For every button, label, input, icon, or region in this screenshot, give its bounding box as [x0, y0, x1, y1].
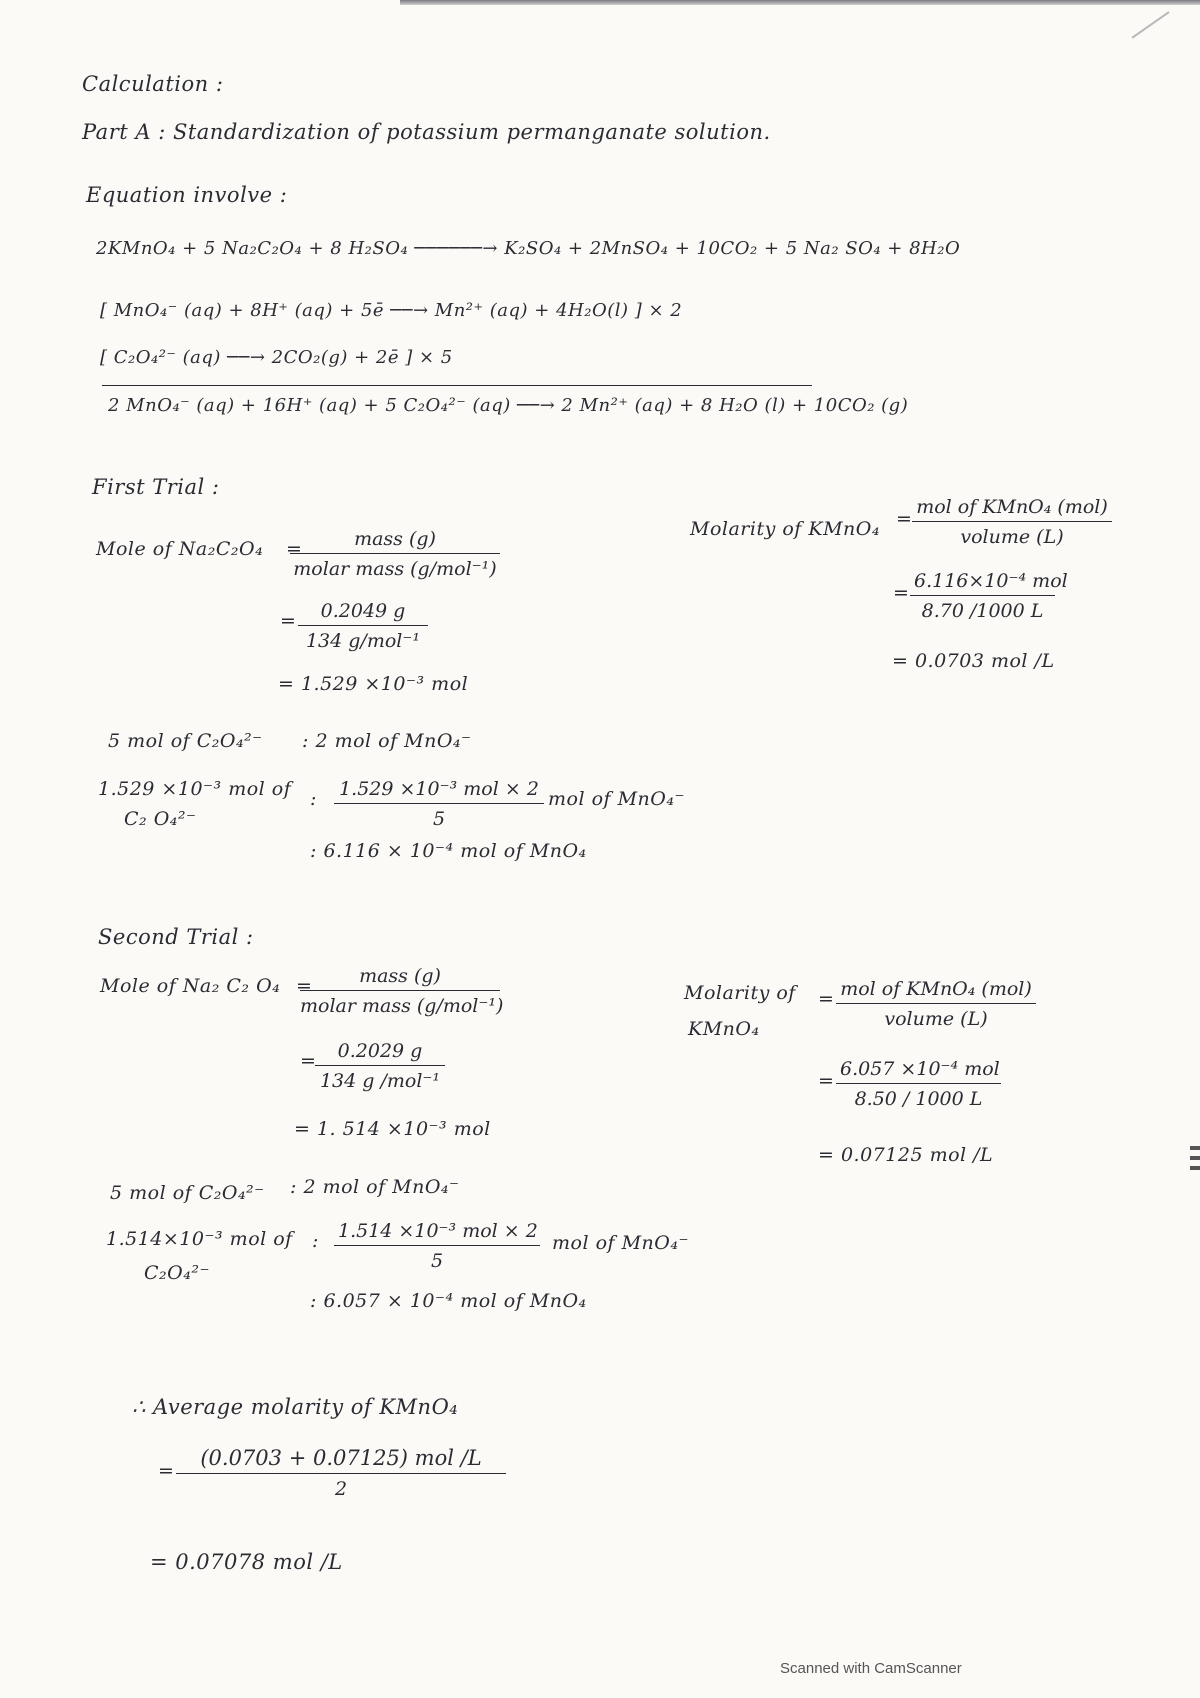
t2-equals-2: = [300, 1050, 317, 1072]
t1-molarity-equals: = [896, 508, 913, 530]
half-reaction-1: [ MnO₄⁻ (aq) + 8H⁺ (aq) + 5ē ──→ Mn²⁺ (aq) + 4H₂O(l) ] × 2 [100, 300, 683, 321]
t1-calc-colon: : [310, 788, 317, 810]
t1-molarity-label: Molarity of KMnO₄ [690, 518, 880, 540]
scanner-watermark: Scanned with CamScanner [780, 1660, 962, 1677]
sum-line [102, 385, 812, 386]
t1-value-den: 134 g/mol⁻¹ [305, 630, 421, 652]
t2-calc-fraction [334, 1220, 540, 1272]
t1-ratio-left: 5 mol of C₂O₄²⁻ [108, 730, 263, 752]
t2-calc-left-1: 1.514×10⁻³ mol of [106, 1228, 293, 1250]
t1-molarity-fraction [912, 496, 1112, 548]
t2-molarity-num: mol of KMnO₄ (mol) [836, 978, 1036, 1004]
average-equals: = [158, 1460, 175, 1482]
overall-equation: 2KMnO₄ + 5 Na₂C₂O₄ + 8 H₂SO₄ ──────→ K₂SO₄ + 2MnSO₄ + 10CO₂ + 5 Na₂ SO₄ + 8H₂O [96, 238, 961, 259]
t1-equals-2: = [280, 610, 297, 632]
t2-mole-label: Mole of Na₂ C₂ O₄ [100, 975, 281, 997]
t2-molarity-equals: = [818, 988, 835, 1010]
average-result: = 0.07078 mol /L [150, 1550, 343, 1574]
t2-calc-left-2: C₂O₄²⁻ [144, 1262, 210, 1284]
t1-mole-result: = 1.529 ×10⁻³ mol [278, 673, 469, 695]
t1-molarity-value-num: 6.116×10⁻⁴ mol [910, 570, 1055, 596]
t1-mass-fraction [290, 528, 500, 580]
t2-mass-num: mass (g) [300, 965, 500, 991]
t2-value-num: 0.2029 g [315, 1040, 445, 1066]
corner-mark [1132, 11, 1170, 38]
t2-molarity-fraction [836, 978, 1036, 1030]
t2-calc-result: : 6.057 × 10⁻⁴ mol of MnO₄ [310, 1290, 587, 1312]
t1-calc-unit: mol of MnO₄⁻ [548, 788, 685, 810]
t2-molarity-value-den: 8.50 / 1000 L [854, 1088, 983, 1110]
t1-calc-fraction [334, 778, 544, 830]
t2-calc-unit: mol of MnO₄⁻ [552, 1232, 689, 1254]
average-fraction [176, 1446, 506, 1500]
page-title: Calculation : [82, 72, 224, 96]
average-num: (0.0703 + 0.07125) mol /L [176, 1446, 506, 1474]
t1-mole-label: Mole of Na₂C₂O₄ [96, 538, 264, 560]
t1-calc-left-2: C₂ O₄²⁻ [124, 808, 197, 830]
t1-calc-num: 1.529 ×10⁻³ mol × 2 [334, 778, 544, 804]
t2-value-fraction [315, 1040, 445, 1092]
t2-equals-1: = [296, 975, 313, 997]
t1-value-num: 0.2049 g [298, 600, 428, 626]
t2-calc-colon: : [312, 1230, 319, 1252]
t1-molarity-num: mol of KMnO₄ (mol) [912, 496, 1112, 522]
t2-mass-fraction [300, 965, 504, 1017]
t1-molarity-value-fraction [910, 570, 1068, 622]
t1-molarity-result: = 0.0703 mol /L [892, 650, 1055, 672]
t2-molarity-label-1: Molarity of [684, 982, 796, 1004]
t1-value-fraction [298, 600, 428, 652]
t2-calc-num: 1.514 ×10⁻³ mol × 2 [334, 1220, 540, 1246]
t2-calc-den: 5 [430, 1250, 444, 1272]
equation-heading: Equation involve : [86, 183, 288, 207]
t2-molarity-den: volume (L) [884, 1008, 988, 1030]
t2-molarity-label-2: KMnO₄ [688, 1018, 760, 1040]
half-reaction-2: [ C₂O₄²⁻ (aq) ──→ 2CO₂(g) + 2ē ] × 5 [100, 347, 453, 368]
page-top-edge [400, 0, 1200, 5]
t2-mole-result: = 1. 514 ×10⁻³ mol [294, 1118, 491, 1140]
t1-molarity-equals-2: = [893, 582, 910, 604]
t1-calc-den: 5 [432, 808, 446, 830]
average-heading: ∴ Average molarity of KMnO₄ [132, 1395, 459, 1419]
t1-calc-left-1: 1.529 ×10⁻³ mol of [98, 778, 292, 800]
t1-equals-1: = [286, 538, 303, 560]
t2-value-den: 134 g /mol⁻¹ [319, 1070, 441, 1092]
t2-ratio-right: : 2 mol of MnO₄⁻ [290, 1176, 460, 1198]
t1-calc-result: : 6.116 × 10⁻⁴ mol of MnO₄ [310, 840, 587, 862]
net-equation: 2 MnO₄⁻ (aq) + 16H⁺ (aq) + 5 C₂O₄²⁻ (aq) ──→ 2 Mn²⁺ (aq) + 8 H₂O (l) + 10CO₂ (g) [108, 395, 909, 416]
t2-molarity-value-num: 6.057 ×10⁻⁴ mol [836, 1058, 1001, 1084]
binding-edge [1190, 1140, 1200, 1210]
t2-ratio-left: 5 mol of C₂O₄²⁻ [110, 1182, 265, 1204]
t2-molarity-equals-2: = [818, 1070, 835, 1092]
first-trial-heading: First Trial : [92, 475, 220, 499]
t1-mass-num: mass (g) [290, 528, 500, 554]
t1-mass-den: molar mass (g/mol⁻¹) [293, 558, 497, 580]
t2-molarity-value-fraction [836, 1058, 1001, 1110]
average-den: 2 [334, 1478, 348, 1500]
part-a-heading: Part A : Standardization of potassium permanganate solution. [82, 120, 771, 144]
t2-mass-den: molar mass (g/mol⁻¹) [300, 995, 504, 1017]
t1-ratio-right: : 2 mol of MnO₄⁻ [302, 730, 472, 752]
t1-molarity-value-den: 8.70 /1000 L [921, 600, 1044, 622]
second-trial-heading: Second Trial : [98, 925, 254, 949]
t1-molarity-den: volume (L) [960, 526, 1064, 548]
t2-molarity-result: = 0.07125 mol /L [818, 1144, 994, 1166]
